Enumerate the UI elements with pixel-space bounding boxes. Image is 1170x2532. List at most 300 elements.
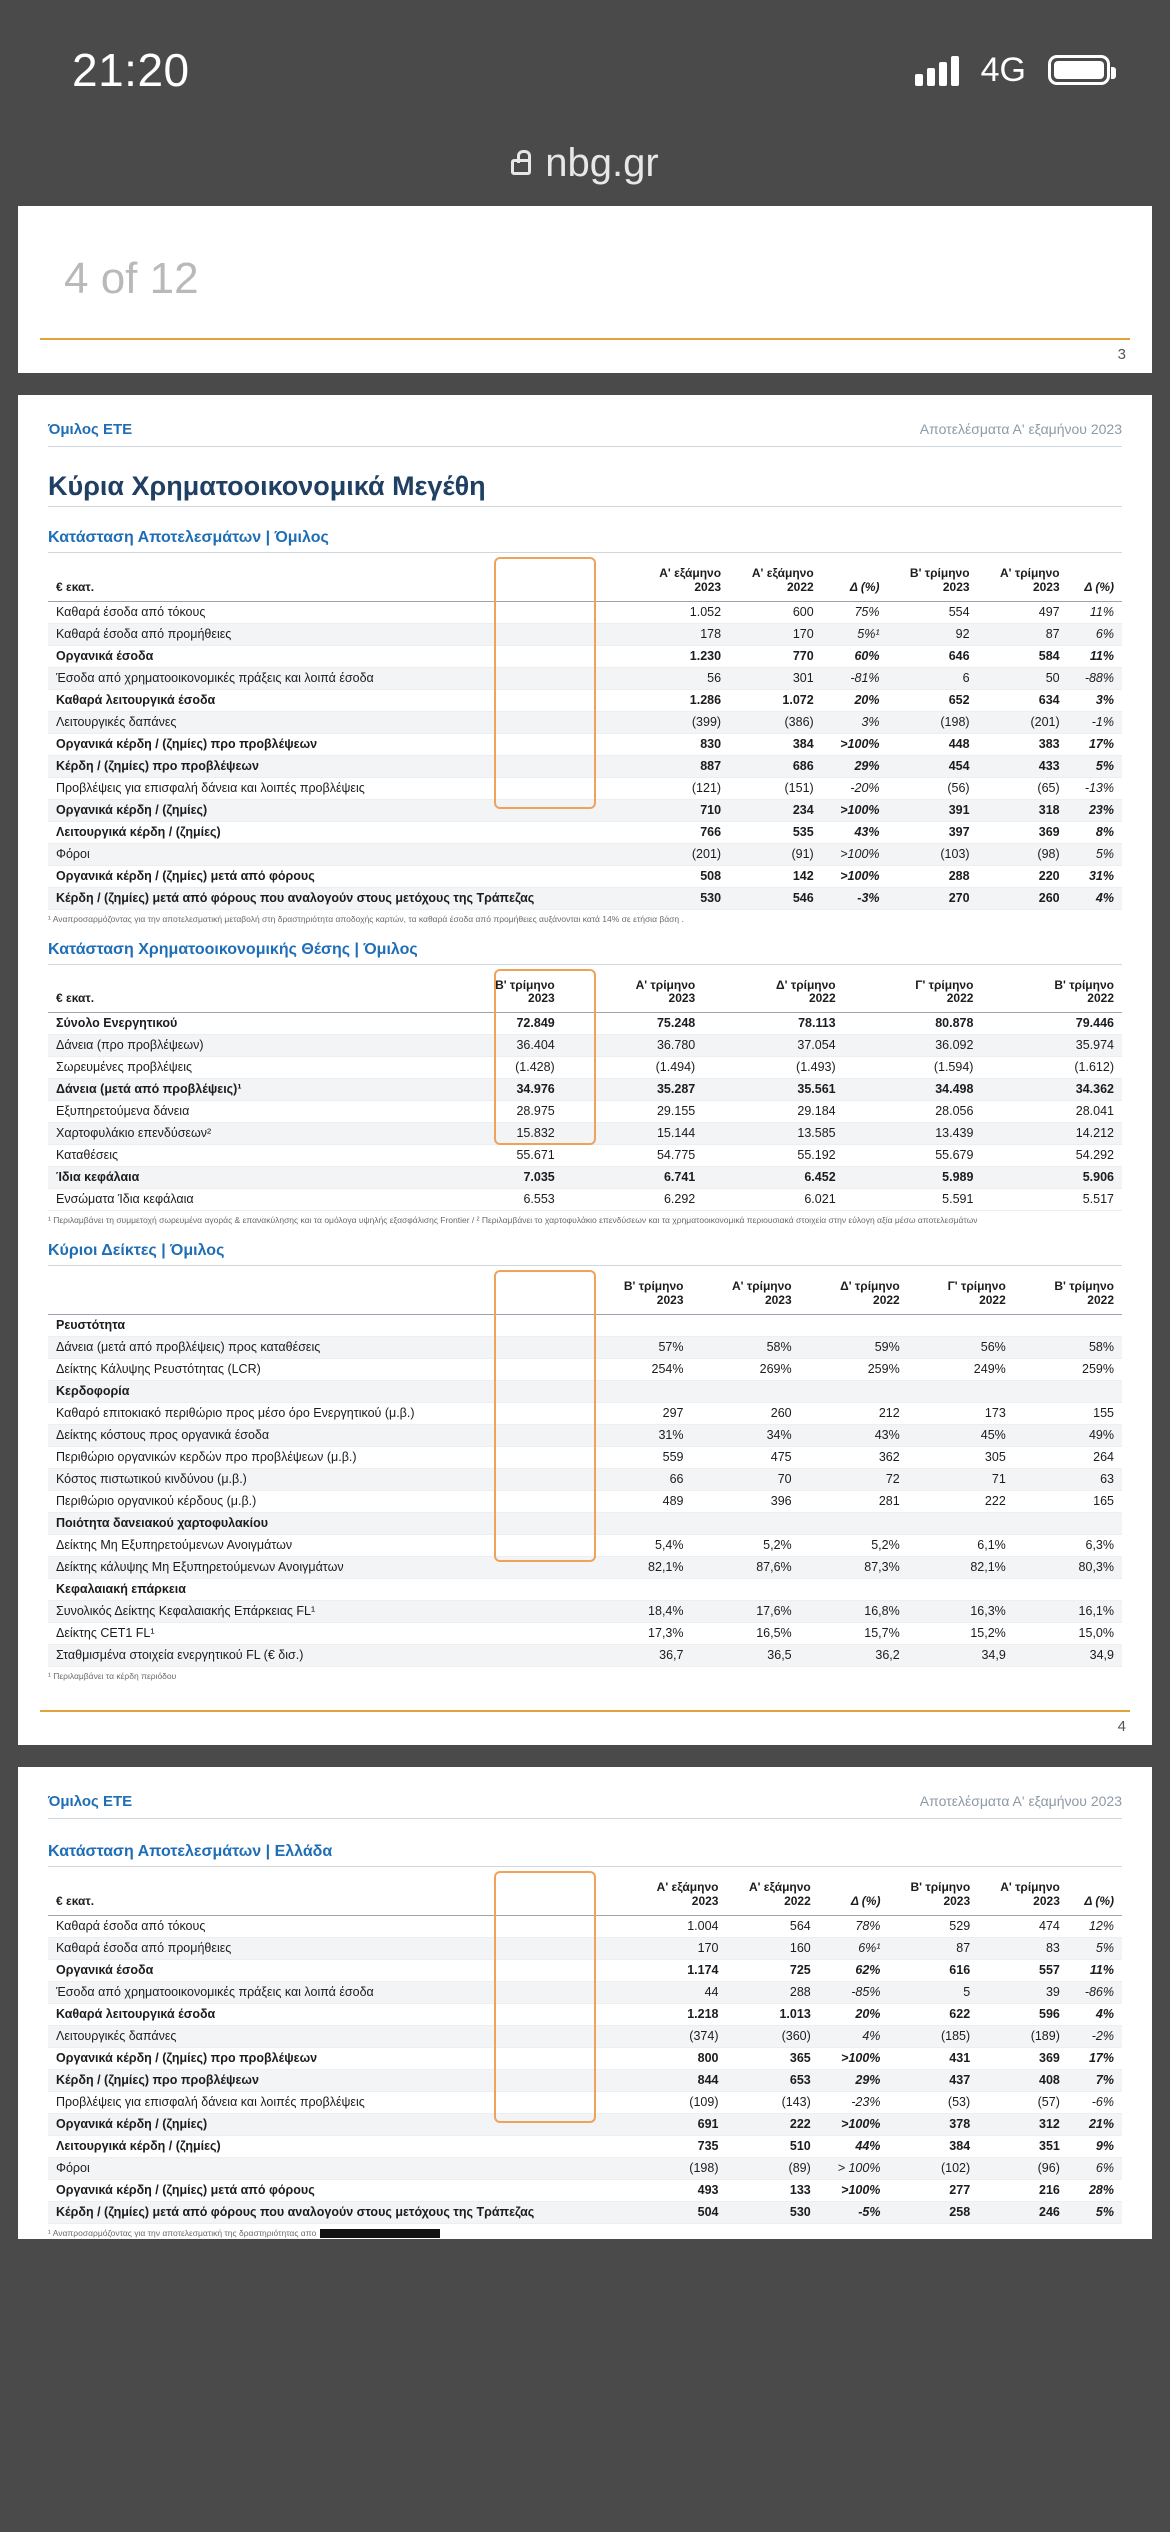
row-value: 249% bbox=[908, 1358, 1014, 1380]
row-value: 448 bbox=[888, 733, 978, 755]
row-value: 269% bbox=[692, 1358, 800, 1380]
table-wrap-income-statement-greece bbox=[48, 1877, 1122, 2239]
row-value: 288 bbox=[888, 865, 978, 887]
row-value: 58% bbox=[692, 1336, 800, 1358]
row-value: (151) bbox=[729, 777, 822, 799]
table-footnote: ¹ Περιλαμβάνει τα κέρδη περιόδου bbox=[48, 1670, 177, 1681]
table-wrap-key-ratios bbox=[48, 1276, 1122, 1682]
group-spacer bbox=[908, 1512, 1014, 1534]
table-row bbox=[48, 1600, 1122, 1622]
table-row bbox=[48, 1035, 1122, 1057]
column-header: € εκατ. bbox=[48, 563, 636, 601]
column-header: Γ' τρίμηνο 2022 bbox=[908, 1276, 1014, 1314]
row-value: 646 bbox=[888, 645, 978, 667]
row-value: 384 bbox=[888, 2135, 978, 2157]
row-value: 6 bbox=[888, 667, 978, 689]
row-value: 1.218 bbox=[634, 2003, 726, 2025]
row-value: 260 bbox=[978, 887, 1068, 909]
group-spacer bbox=[692, 1578, 800, 1600]
title-rule bbox=[48, 506, 1122, 507]
table-footnote: ¹ Περιλαμβάνει τη συμμετοχή σωρευμένα αγοράς & επανακύλησης και τα ομόλογα υψηλής εξασφάλισης Frontier / ² Περιλαμβάνει το χαρτοφυλάκιο επενδύσεων και τα χρηματοοικονομικά περιουσιακά στοιχεία στην εύλογη αξία μέσω αποτελεσμάτων bbox=[48, 1215, 978, 1226]
row-value: 87 bbox=[888, 1937, 978, 1959]
table-row bbox=[48, 2003, 1122, 2025]
row-value: -86% bbox=[1068, 1981, 1122, 2003]
row-value: 29% bbox=[819, 2069, 889, 2091]
row-label: Δείκτης κόστους προς οργανικά έσοδα bbox=[48, 1424, 583, 1446]
row-value: 5% bbox=[1068, 755, 1122, 777]
row-value: 16,3% bbox=[908, 1600, 1014, 1622]
row-value: -88% bbox=[1068, 667, 1122, 689]
row-value: 497 bbox=[978, 601, 1068, 623]
table-key-ratios-group bbox=[48, 1276, 1122, 1667]
row-label: Λειτουργικά κέρδη / (ζημίες) bbox=[48, 2135, 634, 2157]
row-value: 530 bbox=[726, 2201, 818, 2223]
row-label: Ενσώματα Ίδια κεφάλαια bbox=[48, 1189, 422, 1211]
row-value: 318 bbox=[978, 799, 1068, 821]
row-value: 3% bbox=[822, 711, 888, 733]
row-value: 710 bbox=[636, 799, 729, 821]
row-value: 391 bbox=[888, 799, 978, 821]
row-value: 34% bbox=[692, 1424, 800, 1446]
pdf-viewport[interactable] bbox=[0, 206, 1170, 2532]
row-value: >100% bbox=[819, 2113, 889, 2135]
row-value: 133 bbox=[726, 2179, 818, 2201]
row-value: (102) bbox=[888, 2157, 978, 2179]
status-bar bbox=[0, 0, 1170, 120]
table-footnote: ¹ Αναπροσαρμόζοντας για την αποτελεσματική μεταβολή στη δραστηριότητα αποδοχής καρτών, τα καθαρά έσοδα από προμήθειες αυξάνονται κατά 14% σε ετήσια βάση . bbox=[48, 913, 684, 924]
table-row bbox=[48, 1402, 1122, 1424]
row-value: 29.184 bbox=[703, 1101, 843, 1123]
row-value: -85% bbox=[819, 1981, 889, 2003]
table-row bbox=[48, 1490, 1122, 1512]
row-label: Σύνολο Ενεργητικού bbox=[48, 1013, 422, 1035]
row-value: 474 bbox=[978, 1915, 1068, 1937]
row-value: (1.493) bbox=[703, 1057, 843, 1079]
row-value: 5.517 bbox=[981, 1189, 1122, 1211]
row-value: 7.035 bbox=[422, 1167, 563, 1189]
row-value: (98) bbox=[978, 843, 1068, 865]
row-value: 546 bbox=[729, 887, 822, 909]
row-value: 800 bbox=[634, 2047, 726, 2069]
table-body bbox=[48, 1915, 1122, 2223]
row-value: 1.052 bbox=[636, 601, 729, 623]
column-header: Α' τρίμηνο 2023 bbox=[692, 1276, 800, 1314]
row-value: 288 bbox=[726, 1981, 818, 2003]
row-value: 71 bbox=[908, 1468, 1014, 1490]
row-value: 72 bbox=[800, 1468, 908, 1490]
row-value: 277 bbox=[888, 2179, 978, 2201]
row-value: 15.832 bbox=[422, 1123, 563, 1145]
row-value: 770 bbox=[729, 645, 822, 667]
row-value: (386) bbox=[729, 711, 822, 733]
row-value: 50 bbox=[978, 667, 1068, 689]
header-org-label: Όμιλος ΕΤΕ bbox=[48, 421, 133, 438]
row-value: 493 bbox=[634, 2179, 726, 2201]
row-value: 725 bbox=[726, 1959, 818, 1981]
row-value: 56% bbox=[908, 1336, 1014, 1358]
group-spacer bbox=[692, 1512, 800, 1534]
group-spacer bbox=[800, 1380, 908, 1402]
row-label: Φόροι bbox=[48, 2157, 634, 2179]
row-value: 4% bbox=[1068, 2003, 1122, 2025]
row-value: 15.144 bbox=[563, 1123, 704, 1145]
row-value: 301 bbox=[729, 667, 822, 689]
group-spacer bbox=[908, 1380, 1014, 1402]
column-header: Β' τρίμηνο 2022 bbox=[1014, 1276, 1122, 1314]
table-row bbox=[48, 1189, 1122, 1211]
row-label: Περιθώριο οργανικών κερδών προ προβλέψεων (μ.β.) bbox=[48, 1446, 583, 1468]
column-header: Α' εξάμηνο 2022 bbox=[726, 1877, 818, 1915]
row-label: Συνολικός Δείκτης Κεφαλαιακής Επάρκειας FL¹ bbox=[48, 1600, 583, 1622]
battery-icon bbox=[1048, 55, 1110, 85]
group-label: Ποιότητα δανειακού χαρτοφυλακίου bbox=[48, 1512, 583, 1534]
row-value: 160 bbox=[726, 1937, 818, 1959]
row-value: 36,7 bbox=[583, 1644, 691, 1666]
row-value: 6.292 bbox=[563, 1189, 704, 1211]
row-label: Δάνεια (μετά από προβλέψεις)¹ bbox=[48, 1079, 422, 1101]
row-value: (201) bbox=[978, 711, 1068, 733]
column-header: Δ' τρίμηνο 2022 bbox=[703, 975, 843, 1013]
row-value: 234 bbox=[729, 799, 822, 821]
row-label: Δείκτης Κάλυψης Ρευστότητας (LCR) bbox=[48, 1358, 583, 1380]
row-value: (121) bbox=[636, 777, 729, 799]
row-value: (198) bbox=[888, 711, 978, 733]
row-value: 3% bbox=[1068, 689, 1122, 711]
table-row bbox=[48, 1981, 1122, 2003]
row-value: 17% bbox=[1068, 733, 1122, 755]
column-header: Β' τρίμηνο 2023 bbox=[888, 1877, 978, 1915]
table-header-row bbox=[48, 563, 1122, 601]
document-header bbox=[48, 421, 1122, 447]
page-footer-number: 4 bbox=[1117, 1717, 1126, 1735]
row-value: -3% bbox=[822, 887, 888, 909]
row-value: (91) bbox=[729, 843, 822, 865]
row-value: >100% bbox=[819, 2179, 889, 2201]
row-value: 431 bbox=[888, 2047, 978, 2069]
row-value: 36.780 bbox=[563, 1035, 704, 1057]
row-value: 66 bbox=[583, 1468, 691, 1490]
row-value: 508 bbox=[636, 865, 729, 887]
row-value: 20% bbox=[822, 689, 888, 711]
row-value: 529 bbox=[888, 1915, 978, 1937]
row-value: 1.174 bbox=[634, 1959, 726, 1981]
row-value: 23% bbox=[1068, 799, 1122, 821]
group-spacer bbox=[1014, 1380, 1122, 1402]
row-value: 5.591 bbox=[844, 1189, 982, 1211]
row-value: 34.498 bbox=[844, 1079, 982, 1101]
row-value: 28.041 bbox=[981, 1101, 1122, 1123]
table-row bbox=[48, 1336, 1122, 1358]
table-body bbox=[48, 1013, 1122, 1211]
group-spacer bbox=[800, 1512, 908, 1534]
row-value: 600 bbox=[729, 601, 822, 623]
row-value: 13.439 bbox=[844, 1123, 982, 1145]
group-spacer bbox=[908, 1314, 1014, 1336]
row-label: Οργανικά έσοδα bbox=[48, 645, 636, 667]
row-value: 254% bbox=[583, 1358, 691, 1380]
pdf-page-4 bbox=[18, 395, 1152, 1745]
row-value: 17% bbox=[1068, 2047, 1122, 2069]
row-value: 6% bbox=[1068, 623, 1122, 645]
table-row bbox=[48, 887, 1122, 909]
row-value: 12% bbox=[1068, 1915, 1122, 1937]
row-label: Χαρτοφυλάκιο επενδύσεων² bbox=[48, 1123, 422, 1145]
row-label: Καθαρά έσοδα από τόκους bbox=[48, 1915, 634, 1937]
row-label: Περιθώριο οργανικού κέρδους (μ.β.) bbox=[48, 1490, 583, 1512]
row-label: Έσοδα από χρηματοοικονομικές πράξεις και λοιπά έσοδα bbox=[48, 1981, 634, 2003]
table-row bbox=[48, 645, 1122, 667]
row-value: 270 bbox=[888, 887, 978, 909]
row-value: 17,3% bbox=[583, 1622, 691, 1644]
row-value: >100% bbox=[822, 733, 888, 755]
table-row bbox=[48, 799, 1122, 821]
row-value: -20% bbox=[822, 777, 888, 799]
row-value: 4% bbox=[1068, 887, 1122, 909]
table-row bbox=[48, 2091, 1122, 2113]
row-label: Λειτουργικές δαπάνες bbox=[48, 2025, 634, 2047]
row-value: (89) bbox=[726, 2157, 818, 2179]
row-label: Καθαρά έσοδα από τόκους bbox=[48, 601, 636, 623]
row-value: 20% bbox=[819, 2003, 889, 2025]
table-row bbox=[48, 1468, 1122, 1490]
table-row bbox=[48, 1534, 1122, 1556]
row-value: (53) bbox=[888, 2091, 978, 2113]
row-value: (189) bbox=[978, 2025, 1068, 2047]
table-header-row bbox=[48, 975, 1122, 1013]
row-value: -23% bbox=[819, 2091, 889, 2113]
row-value: 384 bbox=[729, 733, 822, 755]
row-value: (360) bbox=[726, 2025, 818, 2047]
row-value: 362 bbox=[800, 1446, 908, 1468]
column-header: € εκατ. bbox=[48, 1877, 634, 1915]
row-value: 82,1% bbox=[583, 1556, 691, 1578]
row-value: 34,9 bbox=[1014, 1644, 1122, 1666]
table-row bbox=[48, 1145, 1122, 1167]
column-header: Β' τρίμηνο 2023 bbox=[422, 975, 563, 1013]
group-header-row bbox=[48, 1380, 1122, 1402]
row-value: -81% bbox=[822, 667, 888, 689]
group-label: Κεφαλαιακή επάρκεια bbox=[48, 1578, 583, 1600]
row-value: 281 bbox=[800, 1490, 908, 1512]
column-header: Α' τρίμηνο 2023 bbox=[563, 975, 704, 1013]
row-value: (1.428) bbox=[422, 1057, 563, 1079]
group-header-row bbox=[48, 1314, 1122, 1336]
row-value: 535 bbox=[729, 821, 822, 843]
row-value: 475 bbox=[692, 1446, 800, 1468]
row-value: 1.072 bbox=[729, 689, 822, 711]
header-org-label: Όμιλος ΕΤΕ bbox=[48, 1792, 133, 1810]
row-value: 6,3% bbox=[1014, 1534, 1122, 1556]
row-value: 616 bbox=[888, 1959, 978, 1981]
table-row bbox=[48, 2025, 1122, 2047]
group-spacer bbox=[1014, 1314, 1122, 1336]
row-value: 510 bbox=[726, 2135, 818, 2157]
row-value: (57) bbox=[978, 2091, 1068, 2113]
row-value: 264 bbox=[1014, 1446, 1122, 1468]
row-label: Φόροι bbox=[48, 843, 636, 865]
row-value: 15,0% bbox=[1014, 1622, 1122, 1644]
group-spacer bbox=[583, 1314, 691, 1336]
row-value: 82,1% bbox=[908, 1556, 1014, 1578]
row-label: Οργανικά κέρδη / (ζημίες) προ προβλέψεων bbox=[48, 2047, 634, 2069]
row-label: Λειτουργικά κέρδη / (ζημίες) bbox=[48, 821, 636, 843]
row-value: (103) bbox=[888, 843, 978, 865]
row-value: (399) bbox=[636, 711, 729, 733]
section-title-income-statement: Κατάσταση Αποτελεσμάτων | Όμιλος bbox=[48, 529, 1122, 553]
row-value: 222 bbox=[726, 2113, 818, 2135]
row-value: 489 bbox=[583, 1490, 691, 1512]
row-value: 36,2 bbox=[800, 1644, 908, 1666]
row-label: Καθαρά λειτουργικά έσοδα bbox=[48, 689, 636, 711]
row-value: 5,4% bbox=[583, 1534, 691, 1556]
row-label: Κόστος πιστωτικού κινδύνου (μ.β.) bbox=[48, 1468, 583, 1490]
row-value: 220 bbox=[978, 865, 1068, 887]
page-separator bbox=[18, 1745, 1152, 1767]
table-balance-sheet-group bbox=[48, 975, 1122, 1212]
row-value: -5% bbox=[819, 2201, 889, 2223]
row-value: 454 bbox=[888, 755, 978, 777]
row-value: 383 bbox=[978, 733, 1068, 755]
row-label: Δείκτης CET1 FL¹ bbox=[48, 1622, 583, 1644]
row-label: Σταθμισμένα στοιχεία ενεργητικού FL (€ δισ.) bbox=[48, 1644, 583, 1666]
row-value: 55.671 bbox=[422, 1145, 563, 1167]
row-value: 31% bbox=[583, 1424, 691, 1446]
row-label: Εξυπηρετούμενα δάνεια bbox=[48, 1101, 422, 1123]
column-header: Α' τρίμηνο 2023 bbox=[978, 1877, 1068, 1915]
table-row bbox=[48, 1123, 1122, 1145]
group-spacer bbox=[583, 1380, 691, 1402]
row-value: (1.612) bbox=[981, 1057, 1122, 1079]
row-value: -6% bbox=[1068, 2091, 1122, 2113]
row-value: 397 bbox=[888, 821, 978, 843]
group-spacer bbox=[583, 1512, 691, 1534]
column-header: Δ (%) bbox=[1068, 563, 1122, 601]
table-row bbox=[48, 1644, 1122, 1666]
row-value: 6% bbox=[1068, 2157, 1122, 2179]
row-value: 11% bbox=[1068, 645, 1122, 667]
row-value: 78.113 bbox=[703, 1013, 843, 1035]
pdf-page-5 bbox=[18, 1767, 1152, 2239]
row-value: 55.679 bbox=[844, 1145, 982, 1167]
url-text: nbg.gr bbox=[545, 140, 659, 185]
row-value: 39 bbox=[978, 1981, 1068, 2003]
row-value: 170 bbox=[634, 1937, 726, 1959]
row-value: (65) bbox=[978, 777, 1068, 799]
row-label: Κέρδη / (ζημίες) προ προβλέψεων bbox=[48, 755, 636, 777]
column-header: Δ' τρίμηνο 2022 bbox=[800, 1276, 908, 1314]
row-value: -1% bbox=[1068, 711, 1122, 733]
status-indicators bbox=[915, 51, 1110, 90]
row-value: 766 bbox=[636, 821, 729, 843]
row-value: 559 bbox=[583, 1446, 691, 1468]
row-value: 62% bbox=[819, 1959, 889, 1981]
row-label: Οργανικά κέρδη / (ζημίες) bbox=[48, 799, 636, 821]
row-value: 11% bbox=[1068, 601, 1122, 623]
row-value: 622 bbox=[888, 2003, 978, 2025]
row-label: Οργανικά κέρδη / (ζημίες) μετά από φόρους bbox=[48, 2179, 634, 2201]
row-value: 396 bbox=[692, 1490, 800, 1512]
row-value: 1.230 bbox=[636, 645, 729, 667]
row-value: 45% bbox=[908, 1424, 1014, 1446]
row-label: Ίδια κεφάλαια bbox=[48, 1167, 422, 1189]
row-value: 5%¹ bbox=[822, 623, 888, 645]
row-value: 92 bbox=[888, 623, 978, 645]
table-row bbox=[48, 1358, 1122, 1380]
row-value: 11% bbox=[1068, 1959, 1122, 1981]
row-value: 79.446 bbox=[981, 1013, 1122, 1035]
row-value: 830 bbox=[636, 733, 729, 755]
row-value: 8% bbox=[1068, 821, 1122, 843]
row-value: 6,1% bbox=[908, 1534, 1014, 1556]
group-spacer bbox=[908, 1578, 1014, 1600]
row-value: > 100% bbox=[819, 2157, 889, 2179]
table-row bbox=[48, 1101, 1122, 1123]
section-title-income-statement-greece: Κατάσταση Αποτελεσμάτων | Ελλάδα bbox=[48, 1843, 1122, 1867]
row-value: 87 bbox=[978, 623, 1068, 645]
row-value: 173 bbox=[908, 1402, 1014, 1424]
row-value: 634 bbox=[978, 689, 1068, 711]
table-row bbox=[48, 1167, 1122, 1189]
row-value: 87,3% bbox=[800, 1556, 908, 1578]
row-value: 5.906 bbox=[981, 1167, 1122, 1189]
row-label: Κέρδη / (ζημίες) μετά από φόρους που αναλογούν στους μετόχους της Τράπεζας bbox=[48, 887, 636, 909]
row-value: 312 bbox=[978, 2113, 1068, 2135]
row-value: (198) bbox=[634, 2157, 726, 2179]
row-value: 584 bbox=[978, 645, 1068, 667]
row-value: 365 bbox=[726, 2047, 818, 2069]
row-value: 887 bbox=[636, 755, 729, 777]
row-value: 34,9 bbox=[908, 1644, 1014, 1666]
redaction-bar bbox=[320, 2229, 440, 2238]
table-header-row bbox=[48, 1276, 1122, 1314]
row-value: 1.013 bbox=[726, 2003, 818, 2025]
group-label: Ρευστότητα bbox=[48, 1314, 583, 1336]
page-title: Κύρια Χρηματοοικονομικά Μεγέθη bbox=[48, 471, 486, 501]
row-value: 35.561 bbox=[703, 1079, 843, 1101]
browser-url-bar[interactable] bbox=[0, 120, 1170, 206]
row-value: 437 bbox=[888, 2069, 978, 2091]
row-value: 222 bbox=[908, 1490, 1014, 1512]
row-value: 43% bbox=[822, 821, 888, 843]
row-value: 212 bbox=[800, 1402, 908, 1424]
row-value: 54.775 bbox=[563, 1145, 704, 1167]
table-row bbox=[48, 777, 1122, 799]
row-value: 28% bbox=[1068, 2179, 1122, 2201]
column-header: € εκατ. bbox=[48, 975, 422, 1013]
row-value: 49% bbox=[1014, 1424, 1122, 1446]
row-value: 36,5 bbox=[692, 1644, 800, 1666]
row-value: 31% bbox=[1068, 865, 1122, 887]
row-value: 260 bbox=[692, 1402, 800, 1424]
column-header: Δ (%) bbox=[819, 1877, 889, 1915]
column-header: Β' τρίμηνο 2022 bbox=[981, 975, 1122, 1013]
column-header: Α' εξάμηνο 2022 bbox=[729, 563, 822, 601]
table-income-statement-greece bbox=[48, 1877, 1122, 2224]
network-type-label: 4G bbox=[980, 50, 1026, 89]
row-value: 6.021 bbox=[703, 1189, 843, 1211]
row-value: 16,8% bbox=[800, 1600, 908, 1622]
table-row bbox=[48, 2069, 1122, 2091]
row-value: 5% bbox=[1068, 843, 1122, 865]
table-row bbox=[48, 711, 1122, 733]
row-value: 433 bbox=[978, 755, 1068, 777]
row-value: (96) bbox=[978, 2157, 1068, 2179]
row-value: 9% bbox=[1068, 2135, 1122, 2157]
row-value: 5,2% bbox=[692, 1534, 800, 1556]
table-row bbox=[48, 2135, 1122, 2157]
row-label: Οργανικά κέρδη / (ζημίες) μετά από φόρους bbox=[48, 865, 636, 887]
group-header-row bbox=[48, 1512, 1122, 1534]
